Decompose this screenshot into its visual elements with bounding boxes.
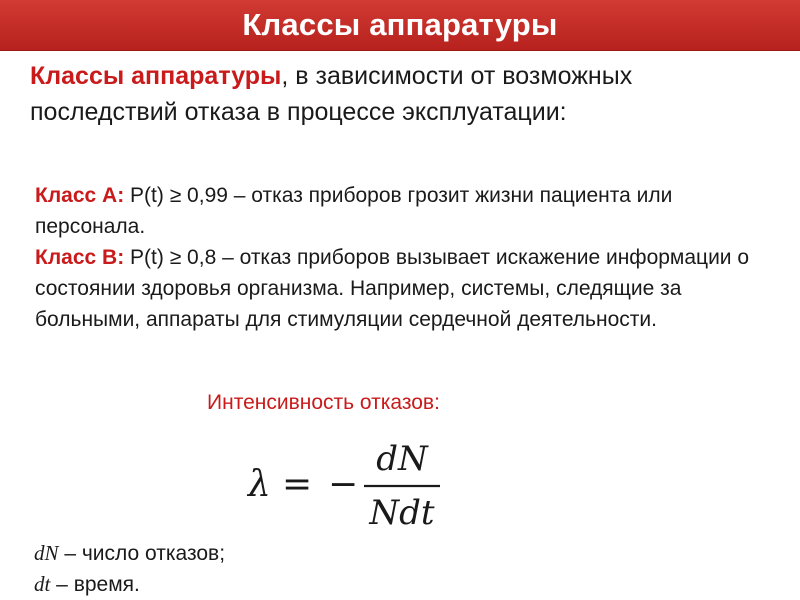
definition-dt-text: – время. xyxy=(50,573,140,596)
definition-dn-text: – число отказов; xyxy=(58,542,226,565)
intro-lead: Классы аппаратуры xyxy=(30,62,282,90)
formula-denominator: Ndt xyxy=(369,493,435,530)
intro-text: , в зависимости от возможных последствий отказа в процессе эксплуатации: xyxy=(30,62,633,126)
definition-dn-symbol: dN xyxy=(34,541,59,565)
formula-numerator: dN xyxy=(376,439,428,479)
class-b-label: Класс В: xyxy=(35,246,125,269)
formula-minus: − xyxy=(328,464,359,505)
definitions xyxy=(34,538,225,600)
slide-title-bar xyxy=(0,0,800,51)
slide-title: Классы аппаратуры xyxy=(242,7,558,42)
intro-paragraph xyxy=(30,58,770,130)
class-list xyxy=(35,180,775,335)
class-a-text: P(t) ≥ 0,99 – отказ приборов грозит жизни пациента или персонала. xyxy=(35,184,673,238)
definition-dt xyxy=(34,569,225,600)
definition-dt-symbol: dt xyxy=(34,572,51,596)
formula-lambda: λ xyxy=(248,464,271,505)
class-a-item xyxy=(35,180,775,242)
formula-equals: = xyxy=(282,464,313,505)
intensity-heading: Интенсивность отказов: xyxy=(207,391,440,414)
failure-rate-formula xyxy=(246,434,456,530)
class-a-label: Класс А: xyxy=(35,184,125,207)
definition-dn xyxy=(34,538,225,569)
class-b-text: P(t) ≥ 0,8 – отказ приборов вызывает искажение информации о состоянии здоровья организма. Например, системы, следящие за больными, аппараты для стимуляции сердечной деятельности. xyxy=(35,246,750,331)
class-b-item xyxy=(35,242,775,335)
